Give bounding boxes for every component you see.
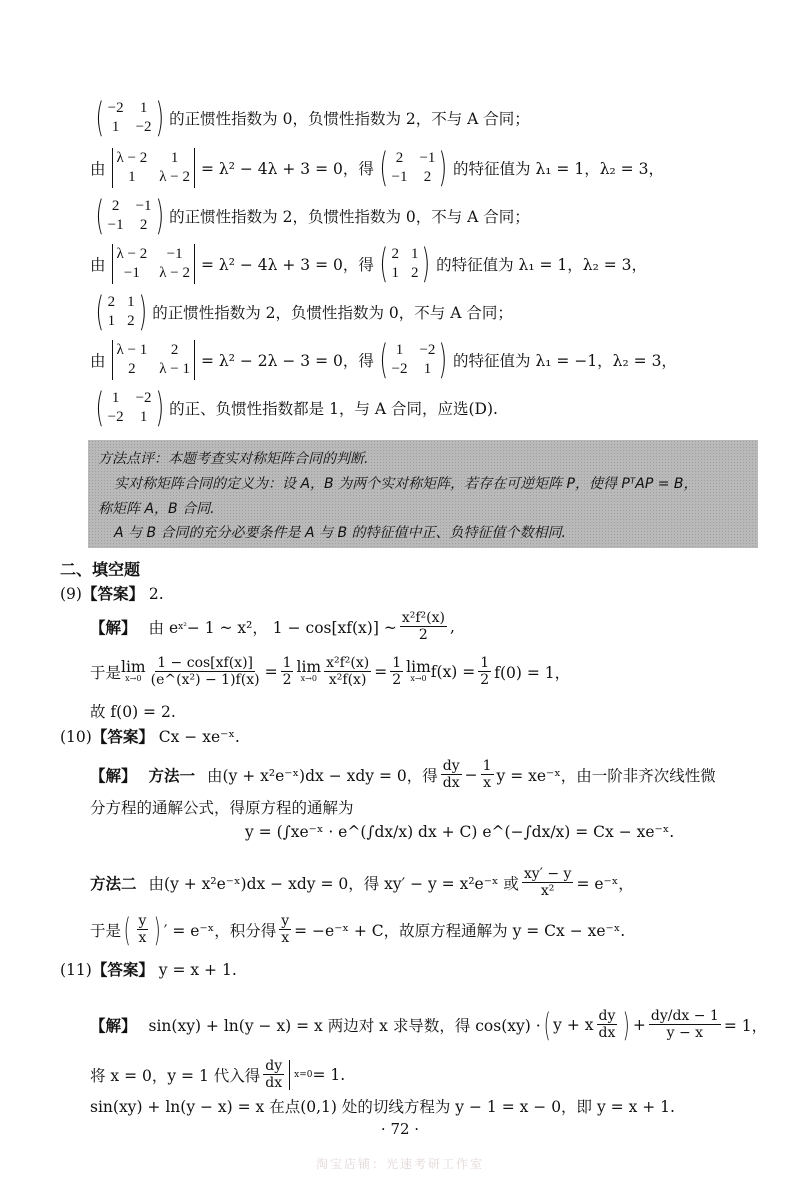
- determinant-d2: λ − 2 1 1 λ − 2: [108, 148, 199, 188]
- line-5: ( 2 1 1 2 ) 的正惯性指数为 2，负惯性指数为 0，不与 A 合同；: [90, 292, 513, 332]
- line-7: ( 1 −2 −2 1 ) 的正、负惯性指数都是 1，与 A 合同，应选(D).: [90, 388, 498, 428]
- q11-solution-line-2: 将 x = 0，y = 1 代入得 $\frac{dy}{dx}$ x=0 = 1.: [90, 1058, 346, 1092]
- q10-method1-line-1: 【解】 方法一 由(y + x²e⁻ˣ)dx − xdy = 0，得 $\frac{dy}{dx}$ − $\frac{1}{x}$ y = xe⁻ˣ，由一阶非齐次线性微: [90, 758, 716, 792]
- q10-method2-line-2: 于是 ( $\frac{y}{x}$ ) ′ = e⁻ˣ，积分得 $\frac{y}{x}$ = −e⁻ˣ + C，故原方程通解为 y = Cx − xe⁻ˣ.: [90, 910, 626, 949]
- review-line: 实对称矩阵合同的定义为：设 A，B 为两个实对称矩阵，若存在可逆矩阵 P，使得 PᵀAP = B，: [114, 476, 698, 492]
- q11-solution-line-3: sin(xy) + ln(y − x) = x 在点(0,1) 处的切线方程为 y − 1 = x − 0，即 y = x + 1.: [90, 1098, 675, 1116]
- q10-method1-line-2: 分方程的通解公式，得原方程的通解为: [90, 799, 354, 817]
- line-6: 由 λ − 1 2 2 λ − 1 = λ² − 2λ − 3 = 0，得 ( 1 −2 −2 1 ) 的特征值为 λ₁ = −1，λ₂ = 3，: [90, 337, 677, 383]
- q9-answer: (9)【答案】 2.: [60, 585, 164, 603]
- text: 的正惯性指数为 0，负惯性指数为 2，不与 A 合同；: [169, 110, 530, 128]
- q9-solution-line-3: 故 f(0) = 2.: [90, 703, 176, 721]
- line-4: 由 λ − 2 −1 −1 λ − 2 = λ² − 4λ + 3 = 0，得 ( 2 1 1 2 ) 的特征值为 λ₁ = 1，λ₂ = 3，: [90, 241, 648, 287]
- section-title: 二、填空题: [60, 560, 141, 579]
- q9-solution-line-1: 【解】 由 e x² − 1 ~ x²， 1 − cos[xf(x)] ~ $\frac{\text{x²f²(x)}}{2}$ ,: [90, 610, 455, 644]
- q10-method1-formula: y = (∫xe⁻ˣ · e^(∫dx/x) dx + C) e^(−∫dx/x) = Cx − xe⁻ˣ.: [245, 823, 675, 841]
- page-number: · 72 ·: [380, 1120, 420, 1138]
- review-line: A 与 B 合同的充分必要条件是 A 与 B 的特征值中正、负特征值个数相同.: [114, 525, 566, 541]
- matrix-m6b: ( 1 −2 −2 1 ): [95, 385, 164, 431]
- q11-solution-line-1: 【解】 sin(xy) + ln(y − x) = x 两边对 x 求导数，得 cos(xy) · ( y + x $\frac{dy}{dx}$ ) + $\frac{dy/dx - 1}{y - x}$ = 1，: [90, 1005, 768, 1044]
- watermark: 淘宝店铺：光速考研工作室: [315, 1157, 484, 1171]
- matrix-m2b: ( 2 −1 −1 2 ): [95, 193, 164, 239]
- review-line: 称矩阵 A，B 合同.: [98, 501, 215, 517]
- method-review-box: [88, 440, 758, 548]
- determinant-d6: λ − 1 2 2 λ − 1: [108, 340, 199, 380]
- q10-answer: (10)【答案】 Cx − xe⁻ˣ.: [60, 728, 240, 746]
- determinant-d4: λ − 2 −1 −1 λ − 2: [108, 244, 199, 284]
- matrix-m6: ( 1 −2 −2 1 ): [379, 337, 448, 383]
- matrix-m4b: ( 2 1 1 2 ): [95, 289, 147, 335]
- line-1: [90, 95, 530, 141]
- q9-solution-line-2: 于是 lim x→0 $\frac{1 - \cos[xf(x)]}{\text{(e\textasciicircum{}(x²) − 1)f(x)}}$ = $\frac{1}{2}$ lim x→0 $\frac{\text{x²f²(x)}}{\text{x²f(x)}}$ = $\frac{1}{2}$ lim x→0 f(x) = $\frac{1}{2}$ f(0) = 1，: [90, 655, 571, 689]
- matrix-m4: ( 2 1 1 2 ): [379, 241, 431, 287]
- q10-method2-line-1: 方法二 由(y + x²e⁻ˣ)dx − xdy = 0，得 xy′ − y = x²e⁻ˣ 或 $\frac{xy' - y}{\text{x²}}$ = e⁻ˣ，: [90, 866, 634, 900]
- line-2: 由 λ − 2 1 1 λ − 2 = λ² − 4λ + 3 = 0，得 ( 2 −1 −1 2 ) 的特征值为 λ₁ = 1，λ₂ = 3，: [90, 145, 664, 191]
- matrix-m1: ( −2 1 1 −2 ): [95, 95, 164, 141]
- matrix-m2: ( 2 −1 −1 2 ): [379, 145, 448, 191]
- q11-answer: (11)【答案】 y = x + 1.: [60, 961, 237, 979]
- line-3: ( 2 −1 −1 2 ) 的正惯性指数为 2，负惯性指数为 0，不与 A 合同；: [90, 196, 530, 236]
- review-line: 方法点评：本题考查实对称矩阵合同的判断.: [98, 451, 369, 467]
